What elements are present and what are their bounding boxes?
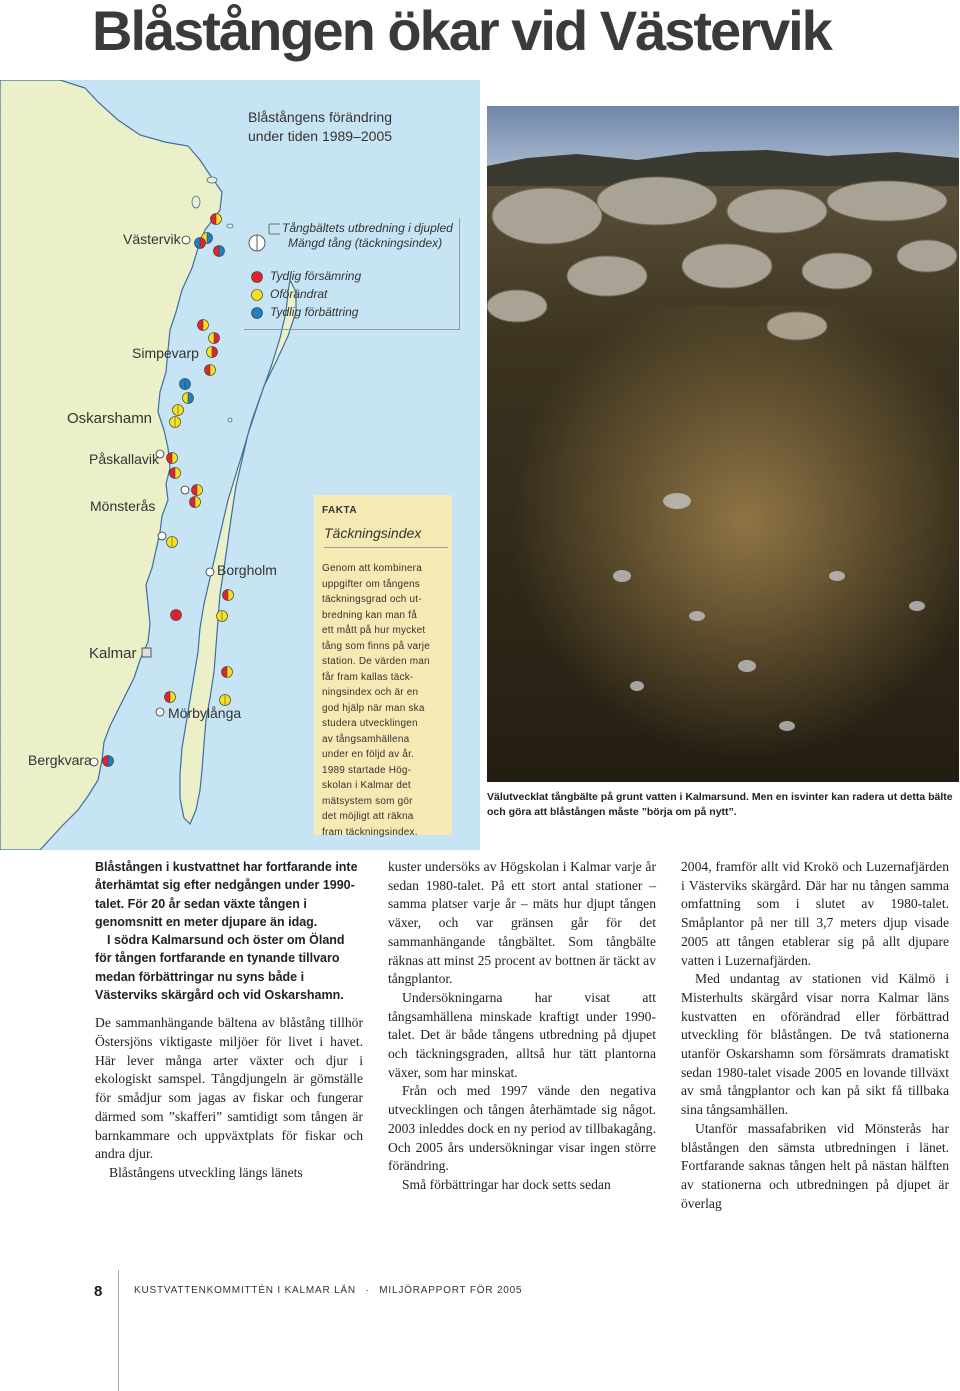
station-marker [167,453,178,464]
legend-rule-right [459,218,460,330]
fakta-divider [324,547,448,548]
legend-unchanged: Oförändrat [270,287,328,301]
page-number: 8 [94,1283,103,1300]
place-simpevarp: Simpevarp [132,345,199,361]
place-bergkvara: Bergkvara [28,752,92,768]
station-marker [195,238,206,249]
footer-divider [118,1270,119,1391]
body-paragraph: Utanför massafabriken vid Mönsterås har blåstången den sämsta utbredningen i länet. Fortfarande saknas tången helt på nästan hälften av stationerna och utbredningen på djupet är överlag [681,1120,949,1211]
fakta-box [314,495,452,838]
body-paragraph: Undersökningarna har visat att tångsamhällena minskade kraftigt under 1990-talet. Det är både tångens utbredning på djupet och täckningsgraden, alltså hur tätt plantorna växer, som har minskat. [388,989,656,1080]
map-title-line2: under tiden 1989–2005 [248,128,393,144]
body-paragraph: 2004, framför allt vid Krokö och Luzernafjärden i Västerviks skärgård. Där har nu tången samma omfattning som i slutet av 1980-talet. Småplantor på ner till 3,7 meters djup visade 2005 att tången etablerar sig på allt djupare vatten i Luzernafjärden. [681,859,949,968]
station-marker [211,214,222,225]
map-title-line1: Blåstångens förändring [248,109,392,125]
station-marker [171,610,182,621]
station-marker [190,497,201,508]
station-marker [170,468,181,479]
seaweed-photo [487,106,959,782]
body-paragraph: Blåstångens utveckling längs länets [109,1165,303,1180]
station-marker [192,485,203,496]
article-lead [95,858,363,1004]
legend-symbol-line2: Mängd tång (täckningsindex) [288,236,443,250]
station-marker [173,405,184,416]
station-marker [183,393,194,404]
station-marker [170,417,181,428]
station-marker [103,756,114,767]
station-marker [223,590,234,601]
station-marker [222,667,233,678]
lead-paragraph: I södra Kalmarsund och öster om Öland för tången fortfarande en tynande tillvaro medan förbättringar nu syns både i Västerviks skärgård och vid Oskarshamn. [95,933,345,1003]
map-title [248,108,392,146]
body-paragraph: De sammanhängande bältena av blåstång tillhör Östersjöns viktigaste miljöer för livet i havet. Här lever många arter växter och djur i ekologiskt samspel. Tångdjungeln är gömställe för smådjur som jagas av fiskar och fungerar därmed som ”skafferi” samtidigt som tången är barnkammare och uppväxtplats för fiskar och andra djur. [95,1015,363,1162]
station-marker [165,692,176,703]
place-morbylanga: Mörbylånga [168,705,242,721]
legend-worse: Tydlig försämring [270,269,362,283]
station-marker [198,320,209,331]
photo-caption: Välutvecklat tångbälte på grunt vatten i Kalmarsund. Men en isvinter kan radera ut detta bälte och göra att blåstången måste ”börja om på nytt”. [487,791,953,818]
fakta-heading: Täckningsindex [324,525,422,541]
place-vastervik: Västervik [123,231,181,247]
legend-better: Tydlig förbättring [270,305,359,319]
footer-report: MILJÖRAPPORT FÖR 2005 [379,1285,523,1296]
lead-paragraph: Blåstången i kustvattnet har fortfarande inte återhämtat sig efter nedgången under 1990-talet. För 20 år sedan växte tången i genomsnitt en meter djupare än idag. [95,860,358,929]
article-column-2 [388,858,656,1195]
place-monsteras: Mönsterås [90,498,156,514]
footer-separator: · [365,1285,370,1296]
station-marker [205,365,216,376]
page-title: Blåstången ökar vid Västervik [92,0,831,62]
place-borgholm: Borgholm [217,562,277,578]
body-paragraph: Från och med 1997 vände den negativa utvecklingen och tången återhämtade sig något. 2003 inleddes dock en ny period av tillbakagång. Och 2005 års undersökningar visar ingen större förändring. [388,1083,656,1174]
station-marker [220,695,231,706]
fakta-label: FAKTA [322,505,358,516]
place-kalmar: Kalmar [89,645,137,662]
article-column-3 [681,858,949,1213]
fakta-text: Genom att kombinera uppgifter om tångens täckningsgrad och ut- bredning kan man få ett mått på hur mycket tång som finns på varje station. De värden man får fram kallas täck- ningsindex och är en god hjälp när man ska studera utvecklingen av tångsamhällena under en följd av år. 1989 startade Hög- skolan i Kalmar det mätsystem som gör det möjligt att räkna fram täckningsindex. [322,563,430,838]
station-marker [214,246,225,257]
legend-rule-bottom [244,329,460,330]
station-marker [209,333,220,344]
place-paskallavik: Påskallavik [89,451,160,467]
station-marker [167,537,178,548]
body-paragraph: kuster undersöks av Högskolan i Kalmar varje år sedan 1980-talet. På ett stort antal stationer – samma platser varje år – mäts hur djupt tången växer, och var gränsen går för det sammanhängande tångbältet. Som tångbälte räknas att minst 25 procent av bottnen är täckt av tångplantor. [388,859,656,987]
body-paragraph: Små förbättringar har dock setts sedan [402,1176,611,1192]
station-marker [180,379,191,390]
body-paragraph: Med undantag av stationen vid Kälmö i Misterhults skärgård visar norra Kalmar läns kustvatten en oförändrad eller förbättrad utveckling för blåstången. De två stationerna utanför Oskarshamn som försämrats dramatiskt sedan 1980-talet visade 2005 en lovande tillväxt av små tångplantor och kan på sikt få tillbaka sina tångsamhällen. [681,971,949,1118]
station-marker [207,347,218,358]
place-oskarshamn: Oskarshamn [67,410,153,427]
legend-symbol-line1: Tångbältets utbredning i djupled [282,221,453,235]
footer-publisher: KUSTVATTENKOMMITTÉN I KALMAR LÄN [134,1285,356,1296]
article-column-1 [95,858,363,1183]
map-legend [244,218,460,330]
footer-text [134,1285,522,1296]
station-marker [217,611,228,622]
